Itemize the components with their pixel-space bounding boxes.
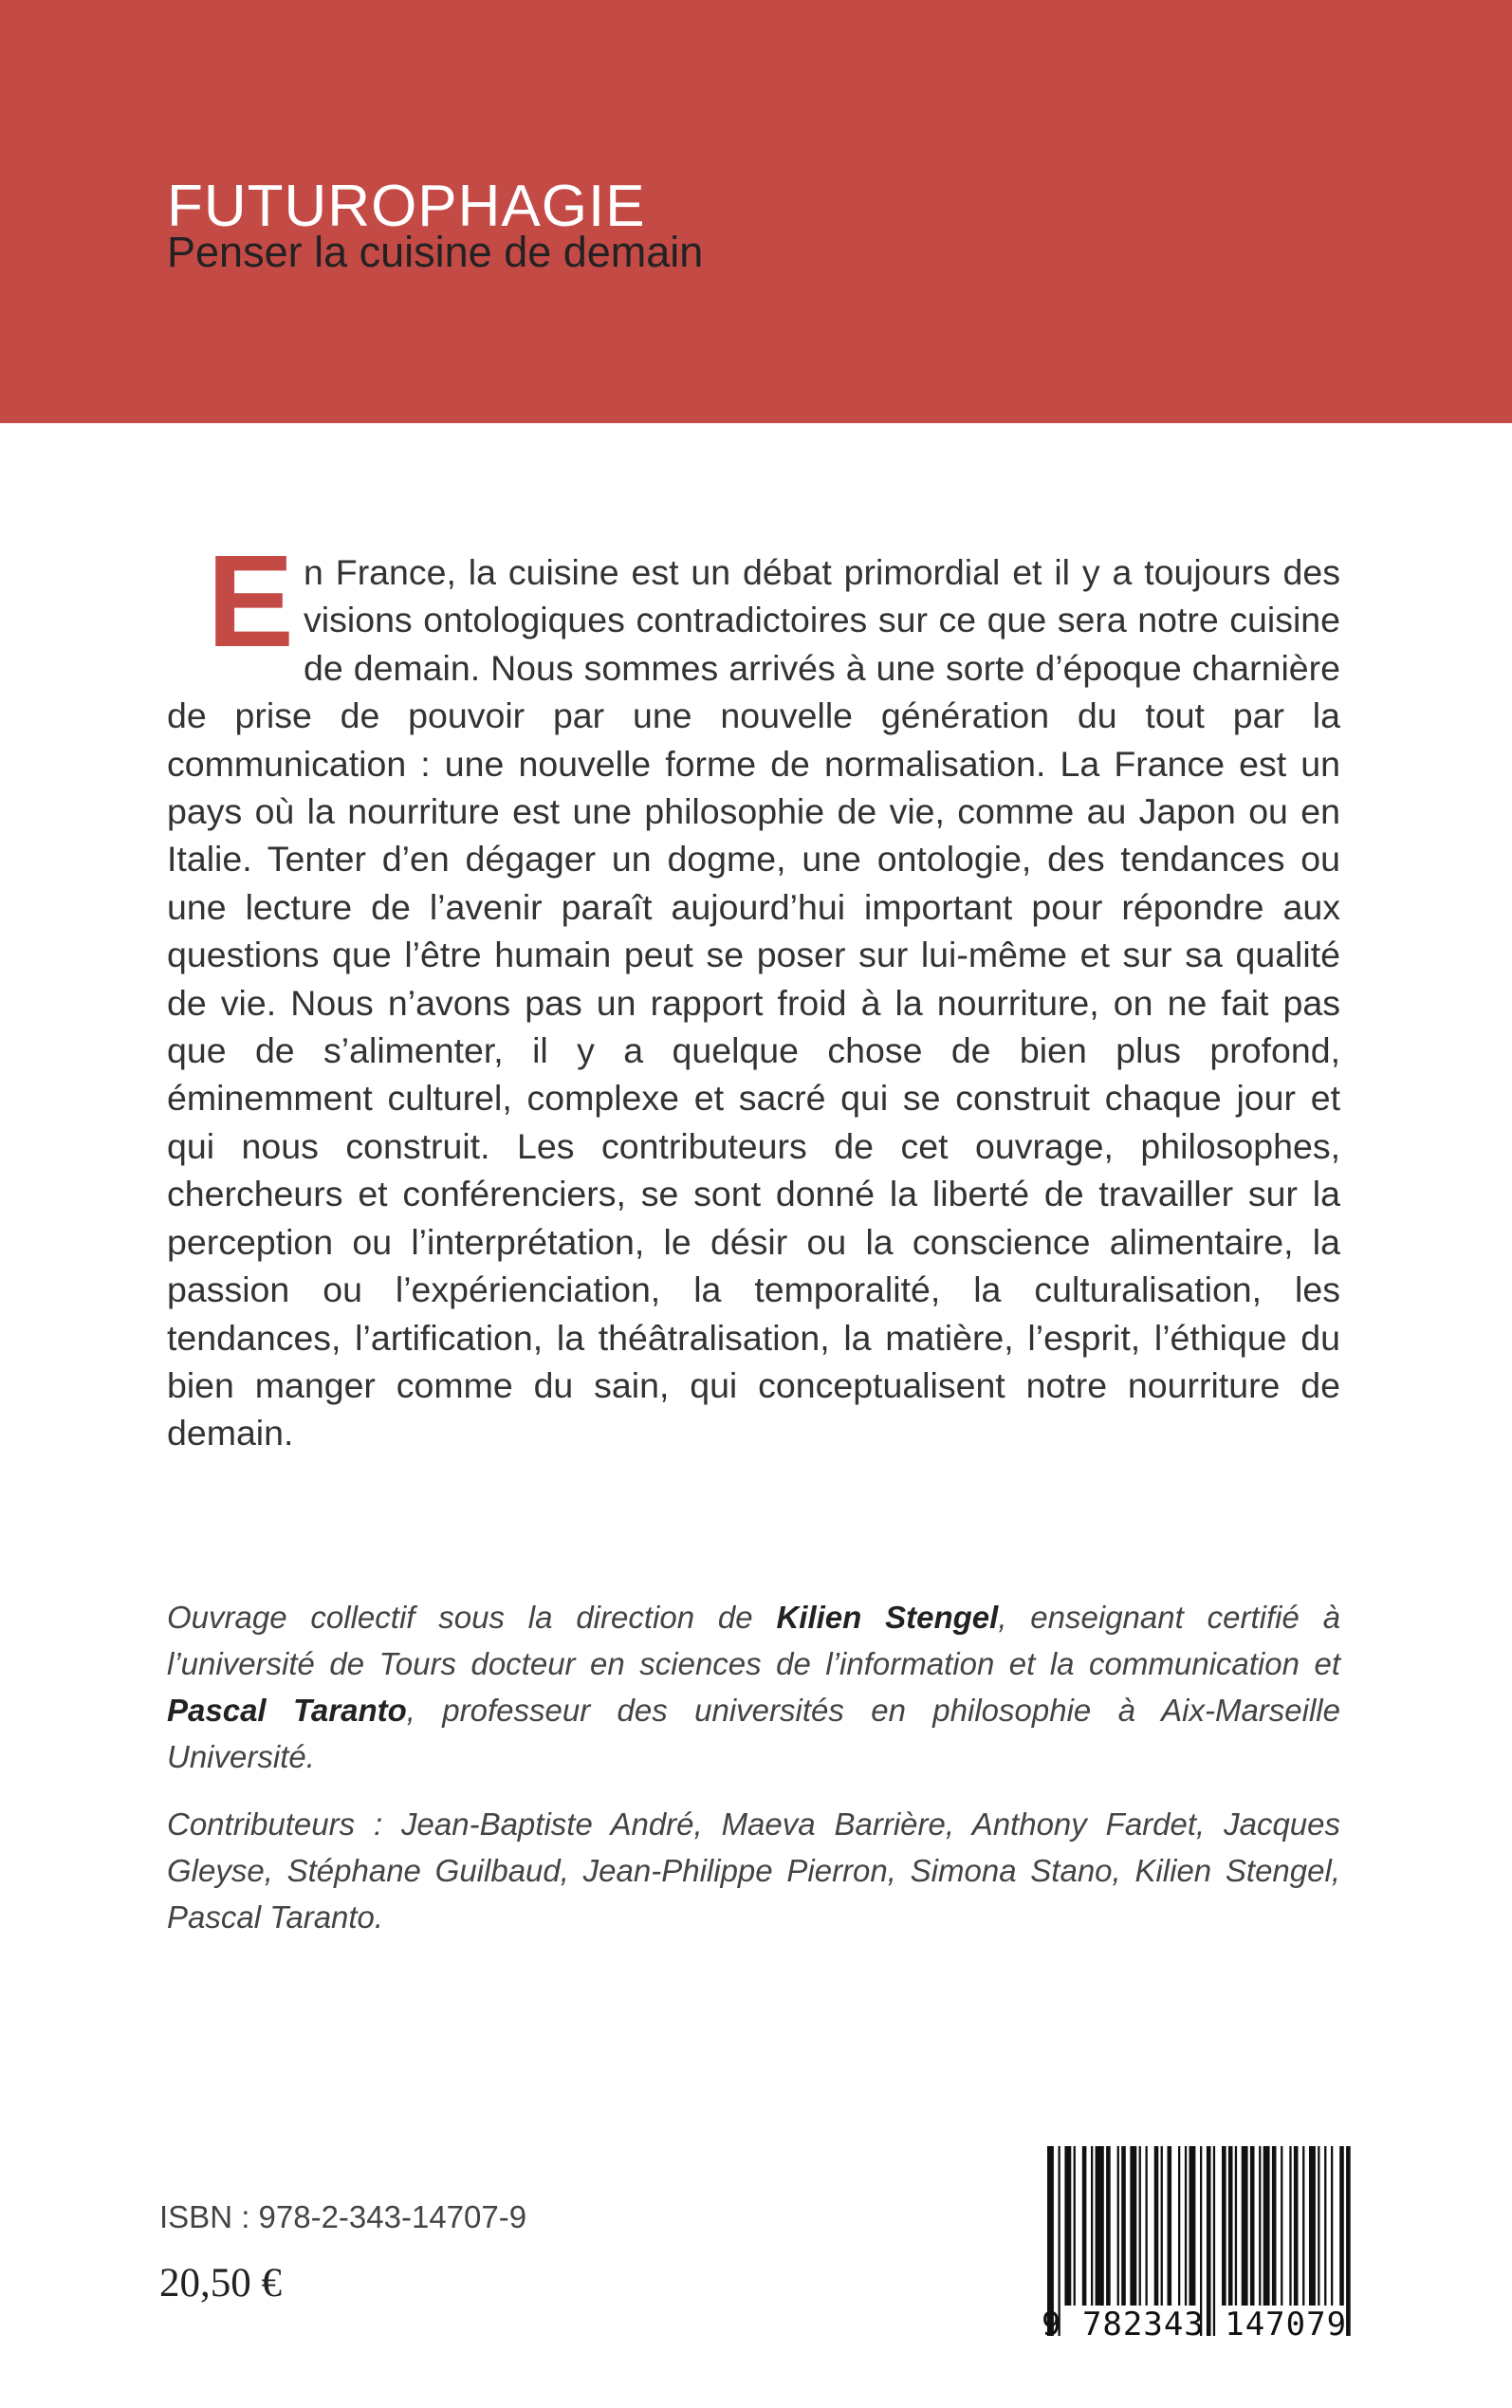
barcode-digits: 9 782343 147079 (1042, 2306, 1348, 2343)
editor-name-2: Pascal Taranto (167, 1693, 407, 1728)
editor-desc-1: , enseignant certifié à l’université de Tours docteur en sciences de l’information et la communication et (167, 1600, 1340, 1681)
price-text: 20,50 € (159, 2261, 282, 2306)
contributors-paragraph: Contributeurs : Jean-Baptiste André, Maeva Barrière, Anthony Fardet, Jacques Gleyse, Stéphane Guilbaud, Jean-Philippe Pierron, Simona Stano, Kilien Stengel, Pascal Taranto. (167, 1806, 1340, 1935)
editor-name-1: Kilien Stengel (776, 1600, 999, 1635)
header-banner (0, 0, 1512, 423)
book-subtitle: Penser la cuisine de demain (167, 228, 704, 276)
credits-section (167, 1594, 1340, 1961)
editor-desc-2: , professeur des universités en philosophie à Aix-Marseille Université. (167, 1693, 1340, 1774)
book-title: FUTUROPHAGIE (167, 173, 646, 239)
drop-cap: E (207, 528, 295, 675)
editors-paragraph (167, 1594, 1340, 1780)
blurb-text: n France, la cuisine est un débat primordial et il y a toujours des visions ontologiques contradictoires sur ce que sera notre cuisine de demain. Nous sommes arrivés à une sorte d’époque charnière de prise de pouvoir par une nouvelle génération du tout par la communication : une nouvelle forme de normalisation. La France est un pays où la nourriture est une philosophie de vie, comme au Japon ou en Italie. Tenter d’en dégager un dogme, une ontologie, des tendances ou une lecture de l’avenir paraît aujourd’hui important pour répondre aux questions que l’être humain peut se poser sur lui-même et sur sa qualité de vie. Nous n’avons pas un rapport froid à la nourriture, on ne fait pas que de s’alimenter, il y a quelque chose de bien plus profond, éminemment culturel, complexe et sacré qui se construit chaque jour et qui nous construit. Les contributeurs de cet ouvrage, philosophes, chercheurs et conférenciers, se sont donné la liberté de travailler sur la perception ou l’interprétation, le désir ou la conscience alimentaire, la passion ou l’expérienciation, la temporalité, la culturalisation, les tendances, l’artification, la théâtralisation, la matière, l’esprit, l’éthique du bien manger comme du sain, qui conceptualisent notre nourriture de demain. (167, 552, 1340, 1454)
credits-intro: Ouvrage collectif sous la direction de (167, 1600, 777, 1635)
blurb-paragraph (167, 528, 1340, 1457)
isbn-text: ISBN : 978-2-343-14707-9 (159, 2199, 527, 2234)
